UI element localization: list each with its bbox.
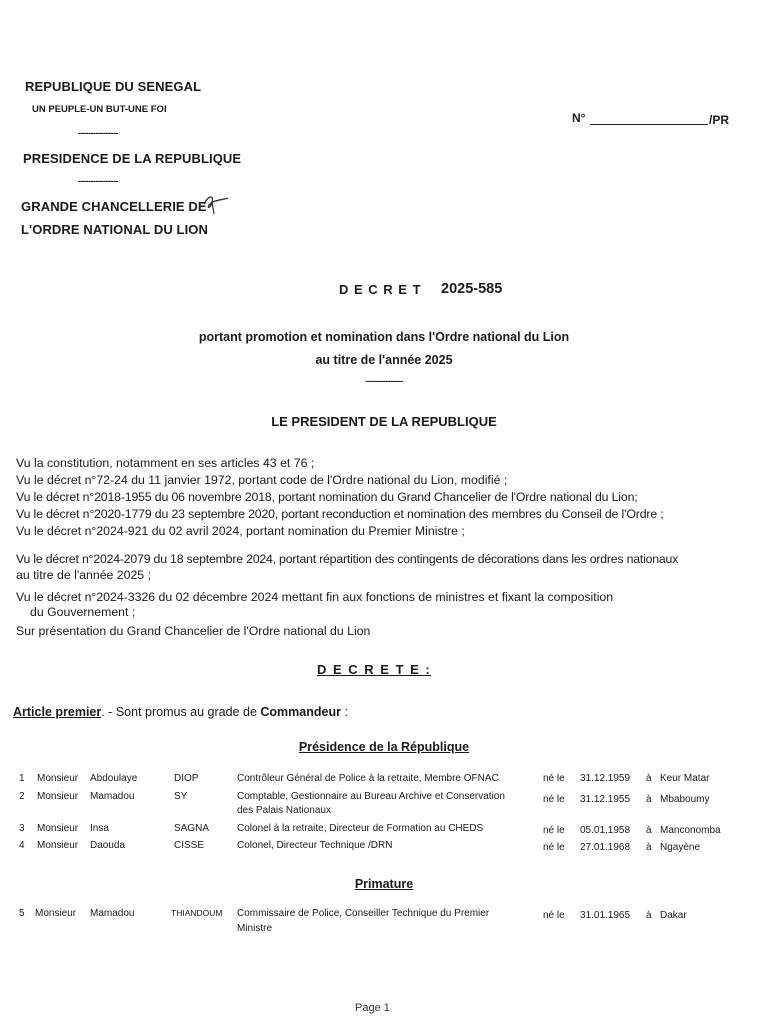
header-motto: UN PEUPLE-UN BUT-UNE FOI [32,104,167,115]
visa-line: Vu le décret n°2024-2079 du 18 septembre 2024, portant répartition des contingents de décorations dans les ordres nationaux [16,552,679,566]
row-date: 31.12.1959 [580,773,631,784]
row-born: né le [543,842,565,853]
row-date: 05.01.1958 [580,825,631,836]
visa-line: Vu le décret n°2020-1779 du 23 septembre 2020, portant reconduction et nomination des membres du Conseil de l'Ordre ; [16,507,664,521]
row-place: Dakar [660,910,687,921]
article-label: Article premier [13,705,102,719]
visa-line: du Gouvernement ; [30,605,136,619]
row-number: 4 [19,840,25,851]
article-grade: Commandeur [260,705,341,719]
header-separator: ---------------- [78,128,118,138]
decree-number: 2025-585 [441,281,503,297]
row-firstname: Insa [90,823,109,834]
decree-subtitle-line2: au titre de l'année 2025 [315,353,453,367]
row-civility: Monsieur [37,773,79,784]
article-text-suffix: : [344,705,348,719]
row-a: à [646,842,652,853]
decrete-heading [317,662,431,677]
row-a: à [646,910,652,921]
number-label: N° [572,111,586,125]
number-blank-line [590,124,708,125]
row-date: 31.01.1965 [580,910,631,921]
row-place: Mbaboumy [660,794,710,805]
row-civility: Monsieur [37,823,79,834]
decree-word: D E C R E T [339,282,422,297]
row-firstname: Mamadou [90,908,135,919]
row-born: né le [543,773,565,784]
visa-line: Vu le décret n°2024-921 du 02 avril 2024, portant nomination du Premier Ministre ; [16,524,465,538]
row-title: Comptable, Gestionnaire au Bureau Archive et Conservation [237,791,505,802]
row-date: 27.01.1968 [580,842,631,853]
visa-line: Vu le décret n°72-24 du 11 janvier 1972, portant code de l'Ordre national du Lion, modifié ; [16,473,508,487]
row-number: 2 [19,791,25,802]
row-number: 3 [19,823,25,834]
decree-separator: --------------- [365,376,403,386]
row-lastname: DIOP [174,773,199,784]
row-place: Manconomba [660,825,721,836]
row-title-cont: des Palais Nationaux [237,805,331,816]
row-lastname: SAGNA [174,823,210,834]
page-number: Page 1 [355,1002,390,1014]
row-title: Commissaire de Police, Conseiller Technique du Premier [237,908,490,919]
row-a: à [646,773,652,784]
row-place: Ngayène [660,842,701,853]
row-firstname: Mamadou [90,791,135,802]
row-date: 31.12.1955 [580,794,631,805]
row-title: Colonel, Directeur Technique /DRN [237,840,393,851]
row-civility: Monsieur [37,840,79,851]
article-premier [13,705,348,719]
row-place: Keur Matar [660,773,710,784]
header-chancellerie: GRANDE CHANCELLERIE DE [21,199,207,214]
row-a: à [646,825,652,836]
header-ordre: L'ORDRE NATIONAL DU LION [21,222,209,237]
row-number: 1 [19,773,25,784]
section-title-presidence: Présidence de la République [298,740,470,754]
header-separator: ---------------- [78,176,118,186]
decrete-text: D E C R E T E : [317,662,432,677]
visa-line: Vu la constitution, notamment en ses articles 43 et 76 ; [16,456,315,470]
visa-line: Vu le décret n°2018-1955 du 06 novembre 2018, portant nomination du Grand Chancelier de l'Ordre national du Lion; [16,490,638,504]
row-title: Contrôleur Général de Police à la retraite, Membre OFNAC [237,773,499,784]
section-title-primature: Primature [354,877,414,891]
visa-line: Sur présentation du Grand Chancelier de l'Ordre national du Lion [16,624,371,638]
president-heading: LE PRESIDENT DE LA REPUBLIQUE [271,414,497,429]
article-dot: . - [101,705,113,719]
header-country: REPUBLIQUE DU SENEGAL [25,79,202,94]
row-born: né le [543,825,565,836]
number-suffix: /PR [709,113,730,127]
row-lastname: THIANDOUM [171,908,223,918]
row-title: Colonel à la retraite, Directeur de Formation au CHEDS [237,823,484,834]
handwritten-mark [200,190,232,216]
row-number: 5 [19,908,25,919]
article-text-prefix: Sont promus au grade de [115,705,257,719]
row-a: à [646,794,652,805]
decree-subtitle-line1: portant promotion et nomination dans l'Ordre national du Lion [198,330,570,344]
row-born: né le [543,910,565,921]
visa-line: au titre de l'année 2025 ; [16,568,151,582]
row-born: né le [543,794,565,805]
row-civility: Monsieur [37,791,79,802]
row-lastname: CISSE [174,840,205,851]
row-firstname: Daouda [90,840,126,851]
header-presidence: PRESIDENCE DE LA REPUBLIQUE [23,151,242,166]
row-civility: Monsieur [35,908,77,919]
visa-line: Vu le décret n°2024-3326 du 02 décembre 2024 mettant fin aux fonctions de ministres et fixant la composition [16,590,614,604]
row-title-cont: Ministre [237,923,273,934]
row-lastname: SY [174,791,188,802]
row-firstname: Abdoulaye [90,773,138,784]
